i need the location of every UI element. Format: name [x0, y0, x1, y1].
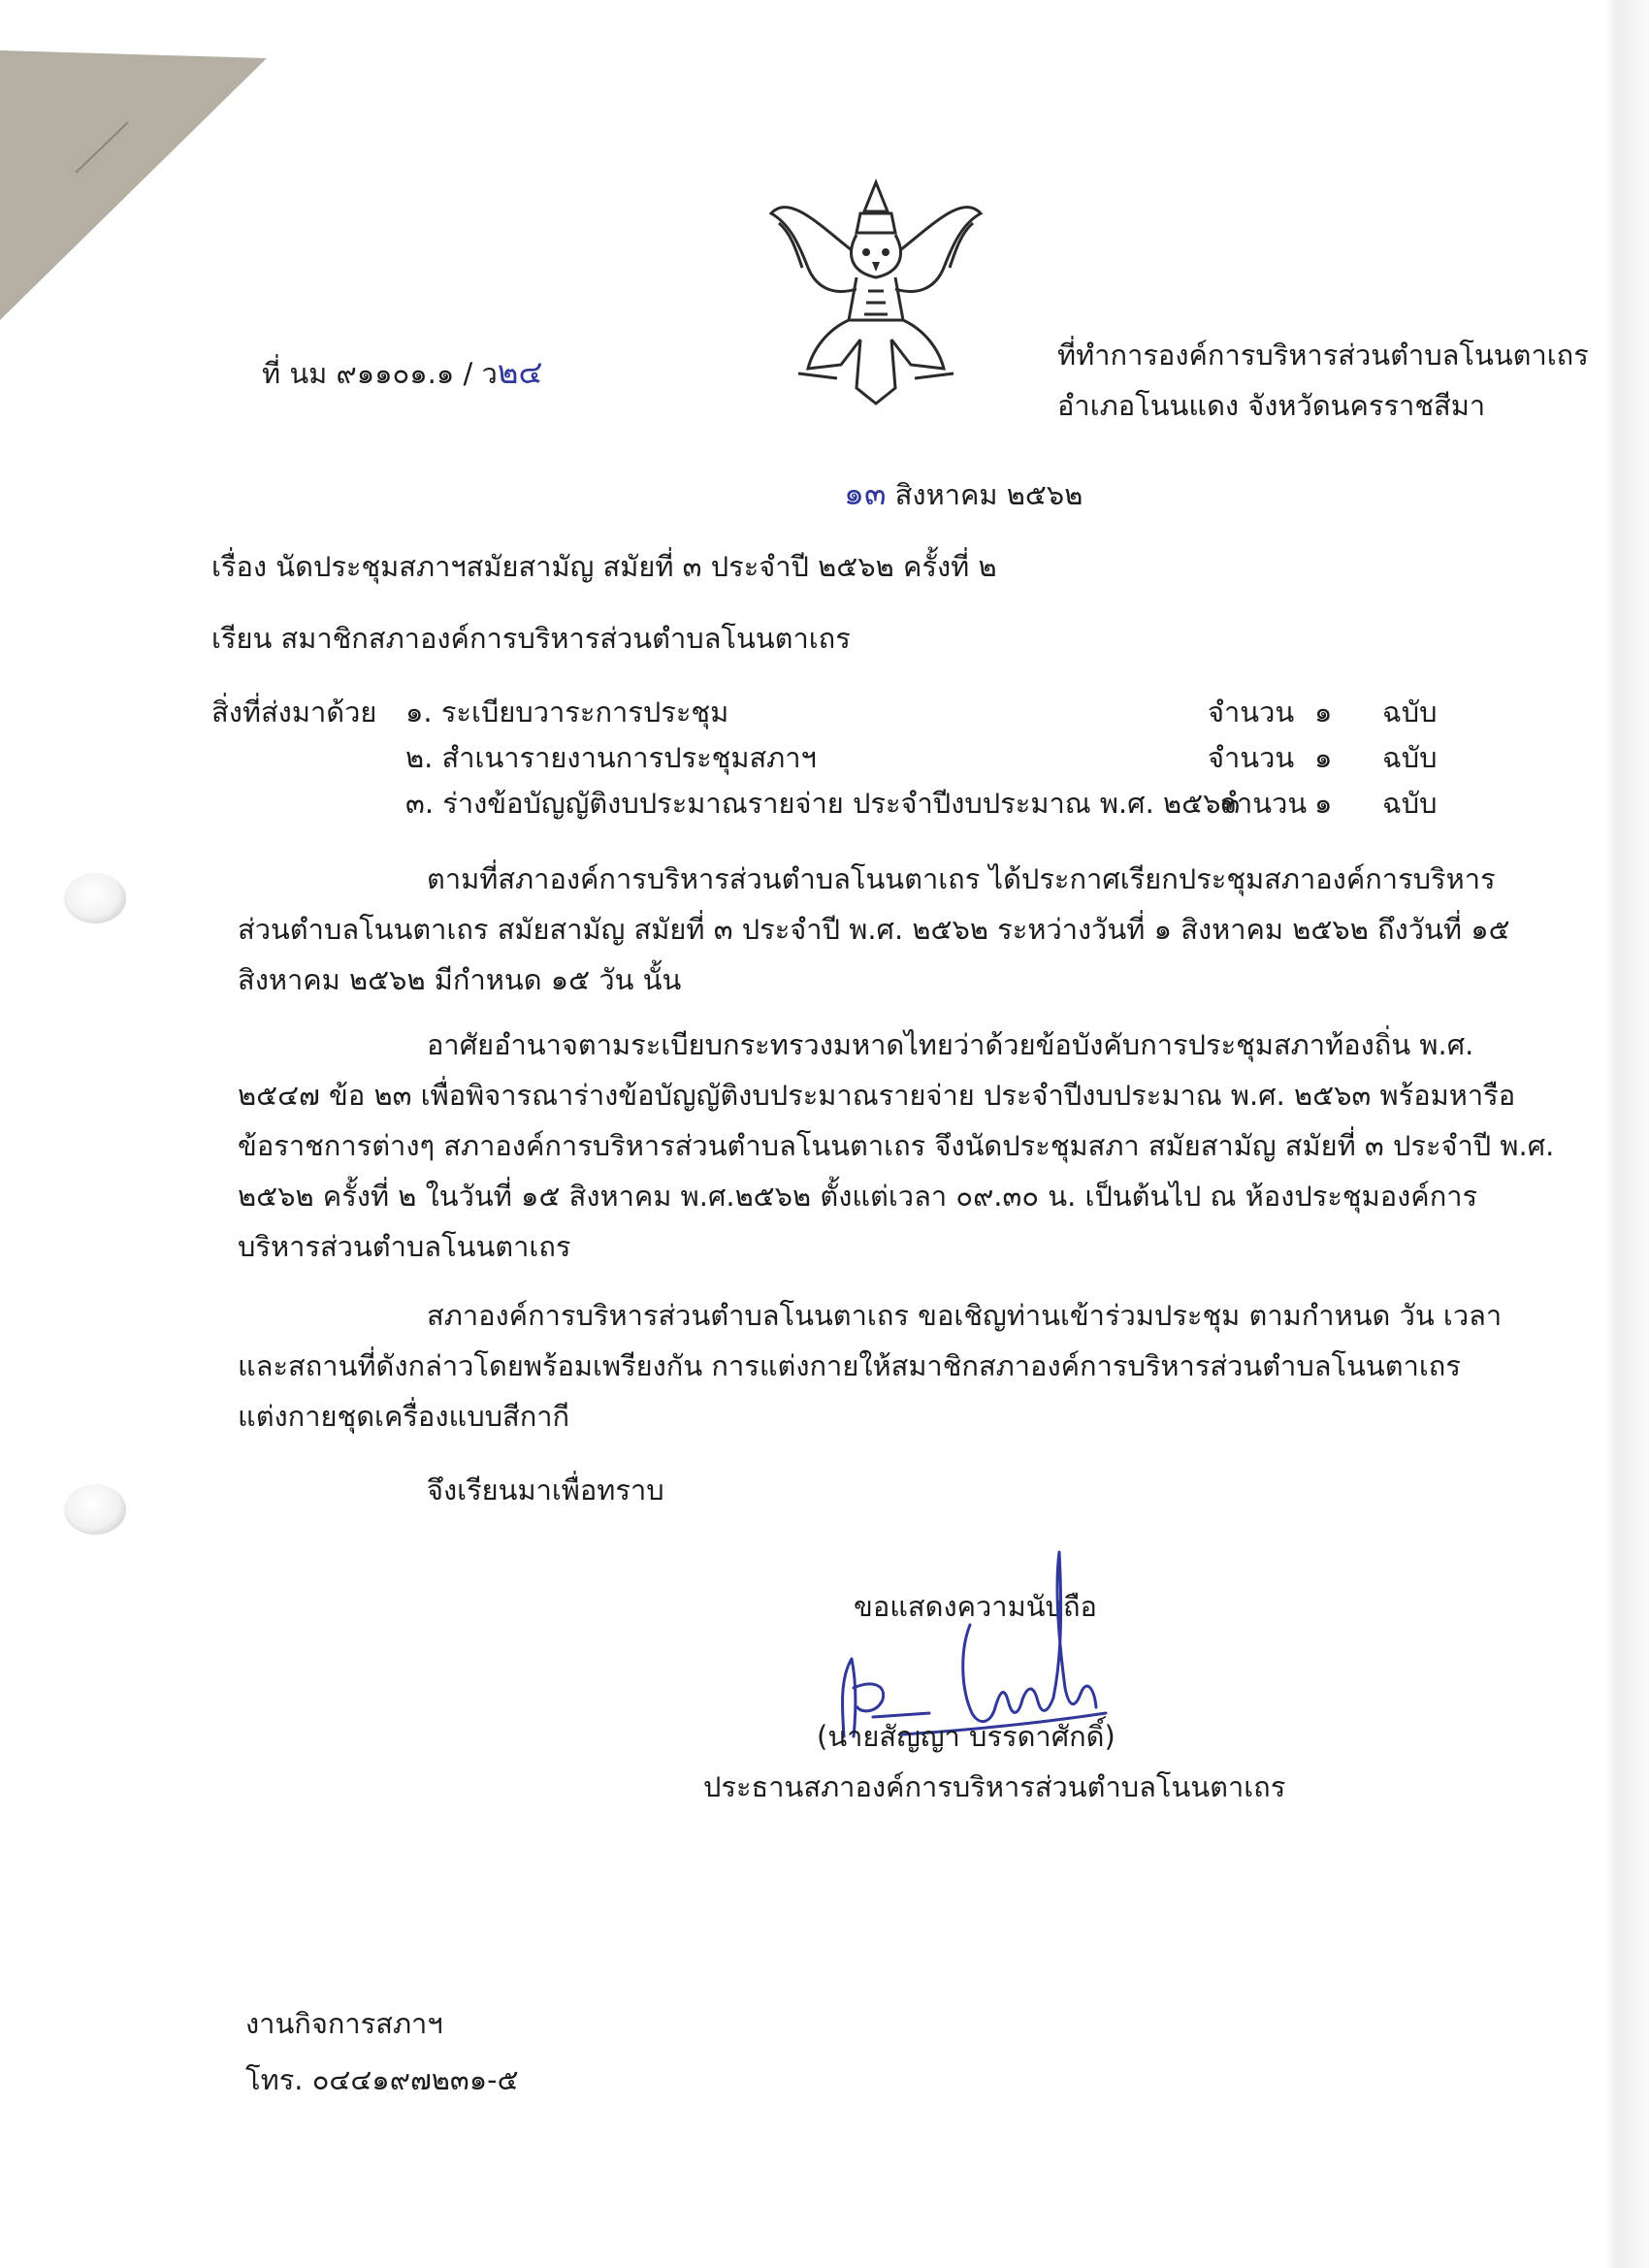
paragraph-1-line-3: สิงหาคม ๒๕๖๒ มีกำหนด ๑๕ วัน นั้น	[238, 963, 682, 996]
paragraph-2-line-1: อาศัยอำนาจตามระเบียบกระทรวงมหาดไทยว่าด้วยข้อบังคับการประชุมสภาท้องถิ่น พ.ศ.	[427, 1028, 1474, 1061]
enclosure-qty-1: ๑	[1314, 696, 1333, 729]
closing-line: จึงเรียนมาเพื่อทราบ	[427, 1474, 664, 1507]
enclosure-qty-3: ๑	[1314, 787, 1333, 820]
signatory-name: (นายสัญญา บรรดาศักดิ์)	[817, 1720, 1116, 1753]
reference-handwritten: ๒๔	[497, 353, 543, 391]
enclosure-unit-2: ฉบับ	[1382, 741, 1438, 774]
handwritten-signature	[815, 1542, 1125, 1746]
punch-hole-top	[64, 873, 126, 923]
enclosure-unit-1: ฉบับ	[1382, 696, 1438, 729]
signatory-position: ประธานสภาองค์การบริหารส่วนตำบลโนนตาเถร	[703, 1770, 1286, 1803]
enclosure-qty-label-1: จำนวน	[1208, 696, 1295, 729]
folded-corner	[0, 0, 291, 330]
enclosure-item-2: ๒. สำเนารายงานการประชุมสภาฯ	[405, 741, 817, 774]
letter-date	[844, 474, 1083, 512]
garuda-emblem	[760, 175, 992, 407]
office-address-line1: ที่ทำการองค์การบริหารส่วนตำบลโนนตาเถร	[1057, 339, 1589, 372]
footer-phone: โทร. ๐๔๔๑๙๗๒๓๑-๕	[245, 2063, 519, 2096]
paragraph-2-line-3: ข้อราชการต่างๆ สภาองค์การบริหารส่วนตำบลโนนตาเถร จึงนัดประชุมสภา สมัยสามัญ สมัยที่ ๓ ประจำปี พ.ศ.	[238, 1129, 1555, 1162]
paragraph-2-line-2: ๒๕๔๗ ข้อ ๒๓ เพื่อพิจารณาร่างข้อบัญญัติงบประมาณรายจ่าย ประจำปีงบประมาณ พ.ศ. ๒๕๖๓ พร้อมหารือ	[238, 1079, 1516, 1112]
reference-prefix: ที่ นม ๙๑๑๐๑.๑ / ว	[262, 357, 498, 390]
paragraph-3-line-3: แต่งกายชุดเครื่องแบบสีกากี	[238, 1400, 570, 1433]
paragraph-2-line-5: บริหารส่วนตำบลโนนตาเถร	[238, 1230, 571, 1263]
salutation-line: เรียน สมาชิกสภาองค์การบริหารส่วนตำบลโนนตาเถร	[211, 622, 851, 655]
paragraph-1-line-1: ตามที่สภาองค์การบริหารส่วนตำบลโนนตาเถร ได้ประกาศเรียกประชุมสภาองค์การบริหาร	[427, 862, 1496, 895]
enclosure-qty-label-3: จำนวน	[1220, 787, 1308, 820]
enclosures-label: สิ่งที่ส่งมาด้วย	[211, 696, 377, 729]
enclosure-unit-3: ฉบับ	[1382, 787, 1438, 820]
paragraph-3-line-2: และสถานที่ดังกล่าวโดยพร้อมเพรียงกัน การแต่งกายให้สมาชิกสภาองค์การบริหารส่วนตำบลโนนตาเถร	[238, 1349, 1461, 1382]
enclosure-item-1: ๑. ระเบียบวาระการประชุม	[405, 696, 729, 729]
enclosure-qty-label-2: จำนวน	[1208, 741, 1295, 774]
enclosure-qty-2: ๑	[1314, 741, 1333, 774]
punch-hole-bottom	[64, 1484, 126, 1535]
date-day-handwritten: ๑๓	[844, 474, 887, 512]
regards-line: ขอแสดงความนับถือ	[854, 1590, 1097, 1623]
paragraph-1-line-2: ส่วนตำบลโนนตาเถร สมัยสามัญ สมัยที่ ๓ ประจำปี พ.ศ. ๒๕๖๒ ระหว่างวันที่ ๑ สิงหาคม ๒๕๖๒ ถึงวันที่ ๑๕	[238, 913, 1510, 946]
subject-line: เรื่อง นัดประชุมสภาฯสมัยสามัญ สมัยที่ ๓ ประจำปี ๒๕๖๒ ครั้งที่ ๒	[211, 550, 997, 583]
enclosure-item-3: ๓. ร่างข้อบัญญัติงบประมาณรายจ่าย ประจำปีงบประมาณ พ.ศ. ๒๕๖๓	[405, 787, 1241, 820]
office-address-line2: อำเภอโนนแดง จังหวัดนครราชสีมา	[1057, 389, 1486, 422]
paragraph-3-line-1: สภาองค์การบริหารส่วนตำบลโนนตาเถร ขอเชิญท่านเข้าร่วมประชุม ตามกำหนด วัน เวลา	[427, 1299, 1503, 1332]
footer-department: งานกิจการสภาฯ	[245, 2007, 443, 2040]
reference-number	[262, 353, 543, 391]
paragraph-2-line-4: ๒๕๖๒ ครั้งที่ ๒ ในวันที่ ๑๕ สิงหาคม พ.ศ.๒๕๖๒ ตั้งแต่เวลา ๐๙.๓๐ น. เป็นต้นไป ณ ห้องประชุมองค์การ	[238, 1180, 1478, 1213]
date-month-year: สิงหาคม ๒๕๖๒	[894, 478, 1083, 511]
